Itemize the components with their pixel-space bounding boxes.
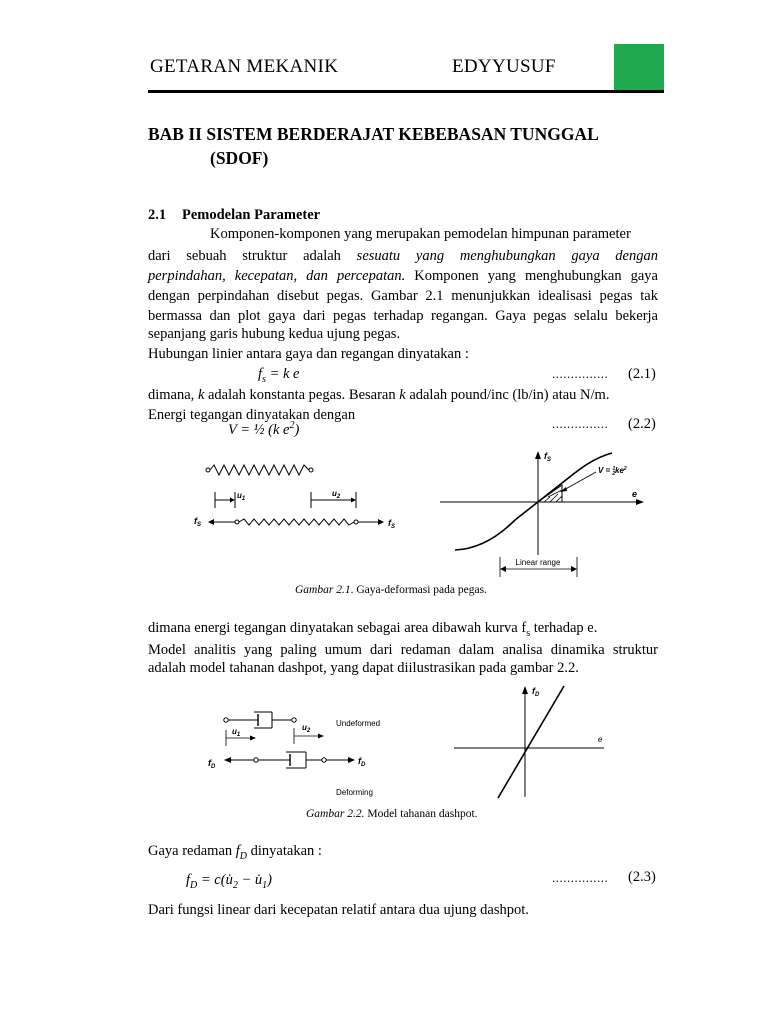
equation-2-3: $f_D$ = $c(u̇_2$ − $u̇_1$) bbox=[186, 872, 272, 891]
label-deforming: Deforming bbox=[336, 788, 373, 797]
label-u2: $u_2$ bbox=[332, 489, 341, 500]
axis-label-e: e bbox=[632, 489, 638, 499]
label-fd-right: $f_D$ bbox=[358, 756, 366, 768]
axis-label-fs: $f_S$ bbox=[544, 451, 552, 463]
header-rule bbox=[148, 90, 664, 93]
paragraph-line: Gaya redaman $f_D$ dinyatakan : bbox=[148, 843, 322, 862]
paragraph-line: Hubungan linier antara gaya dan regangan dinyatakan : bbox=[148, 346, 469, 362]
paragraph-line: Dari fungsi linear dari kecepatan relatif antara dua ujung dashpot. bbox=[148, 902, 529, 918]
paragraph-line: dimana energi tegangan dinyatakan sebagai area dibawah kurva $f_s$ terhadap e. bbox=[148, 620, 598, 639]
paragraph-line: dengan perpindahan disebut pegas. Gambar 2.1 menunjukkan idealisasi pegas tak bbox=[148, 288, 658, 304]
spring-end-node bbox=[309, 468, 313, 472]
paragraph-line: bermassa dan plot gaya dari pegas terhadap regangan. Gaya pegas selalu bekerja bbox=[148, 308, 658, 324]
paragraph-line: sepanjang garis hubung kedua ujung pegas. bbox=[148, 326, 401, 342]
equation-number: (2.1) bbox=[628, 366, 656, 382]
label-u1: $u_1$ bbox=[237, 491, 246, 502]
paragraph-line: Energi tegangan dinyatakan dengan bbox=[148, 407, 356, 423]
label-u2: $u_2$ bbox=[302, 723, 311, 734]
section-title: Pemodelan Parameter bbox=[182, 207, 321, 223]
figure-dashpot-force-plot bbox=[452, 682, 622, 802]
linear-damping-line bbox=[498, 686, 564, 798]
chapter-title-continued: (SDOF) bbox=[210, 148, 269, 168]
section-number: 2.1 bbox=[148, 207, 167, 223]
paragraph-line: dimana, k adalah konstanta pegas. Besaran k adalah pound/inc (lb/in) atau N/m. bbox=[148, 387, 610, 403]
paragraph-line: dari sebuah struktur adalah sesuatu yang menghubungkan gaya dengan bbox=[148, 248, 658, 264]
equation-2-2: V = ½ (k $e^2$) bbox=[228, 420, 300, 438]
axis-label-e: e bbox=[598, 735, 603, 744]
paragraph-line: Model analitis yang paling umum dari redaman dalam analisa dinamika struktur bbox=[148, 642, 658, 658]
running-header-title: GETARAN MEKANIK bbox=[150, 56, 339, 77]
spring-undeformed bbox=[210, 465, 309, 475]
equation-leader-dots: ............... bbox=[552, 366, 609, 381]
label-fs-right: $f_S$ bbox=[388, 518, 396, 530]
equation-2-1: $f_s = k$ e bbox=[258, 366, 300, 385]
paragraph-line: Komponen-komponen yang merupakan pemodelan himpunan parameter bbox=[210, 226, 631, 242]
spring-end-node bbox=[206, 468, 210, 472]
label-undeformed: Undeformed bbox=[336, 719, 381, 728]
figure-dashpot-diagram bbox=[200, 700, 410, 805]
equation-leader-dots: ............... bbox=[552, 870, 609, 885]
paragraph-line: perpindahan, kecepatan, dan percepatan. Komponen yang menghubungkan gaya bbox=[148, 268, 658, 284]
energy-annotation: V = $^1$ $2ke^2$ bbox=[598, 466, 627, 477]
chapter-title: BAB II SISTEM BERDERAJAT KEBEBASAN TUNGGAL bbox=[148, 124, 599, 144]
label-fs-left: $f_S$ bbox=[194, 516, 202, 528]
header-accent-block bbox=[614, 44, 664, 90]
axis-label-fd: $f_D$ bbox=[532, 686, 540, 698]
figure-force-deformation-plot bbox=[440, 445, 660, 580]
figure-caption-2-2: Gambar 2.2. Model tahanan dashpot. bbox=[306, 808, 478, 820]
equation-number: (2.3) bbox=[628, 869, 656, 885]
running-header-author: EDYYUSUF bbox=[452, 56, 556, 77]
equation-number: (2.2) bbox=[628, 416, 656, 432]
linear-range-label: Linear range bbox=[515, 558, 561, 567]
figure-spring-diagram bbox=[190, 462, 420, 542]
spring-deformed bbox=[239, 519, 354, 525]
paragraph-line: adalah model tahanan dashpot, yang dapat diilustrasikan pada gambar 2.2. bbox=[148, 660, 579, 676]
label-fd-left: $f_D$ bbox=[208, 758, 216, 770]
figure-caption-2-1: Gambar 2.1. Gaya-deformasi pada pegas. bbox=[295, 584, 487, 596]
label-u1: $u_1$ bbox=[232, 727, 241, 738]
equation-leader-dots: ............... bbox=[552, 416, 609, 431]
